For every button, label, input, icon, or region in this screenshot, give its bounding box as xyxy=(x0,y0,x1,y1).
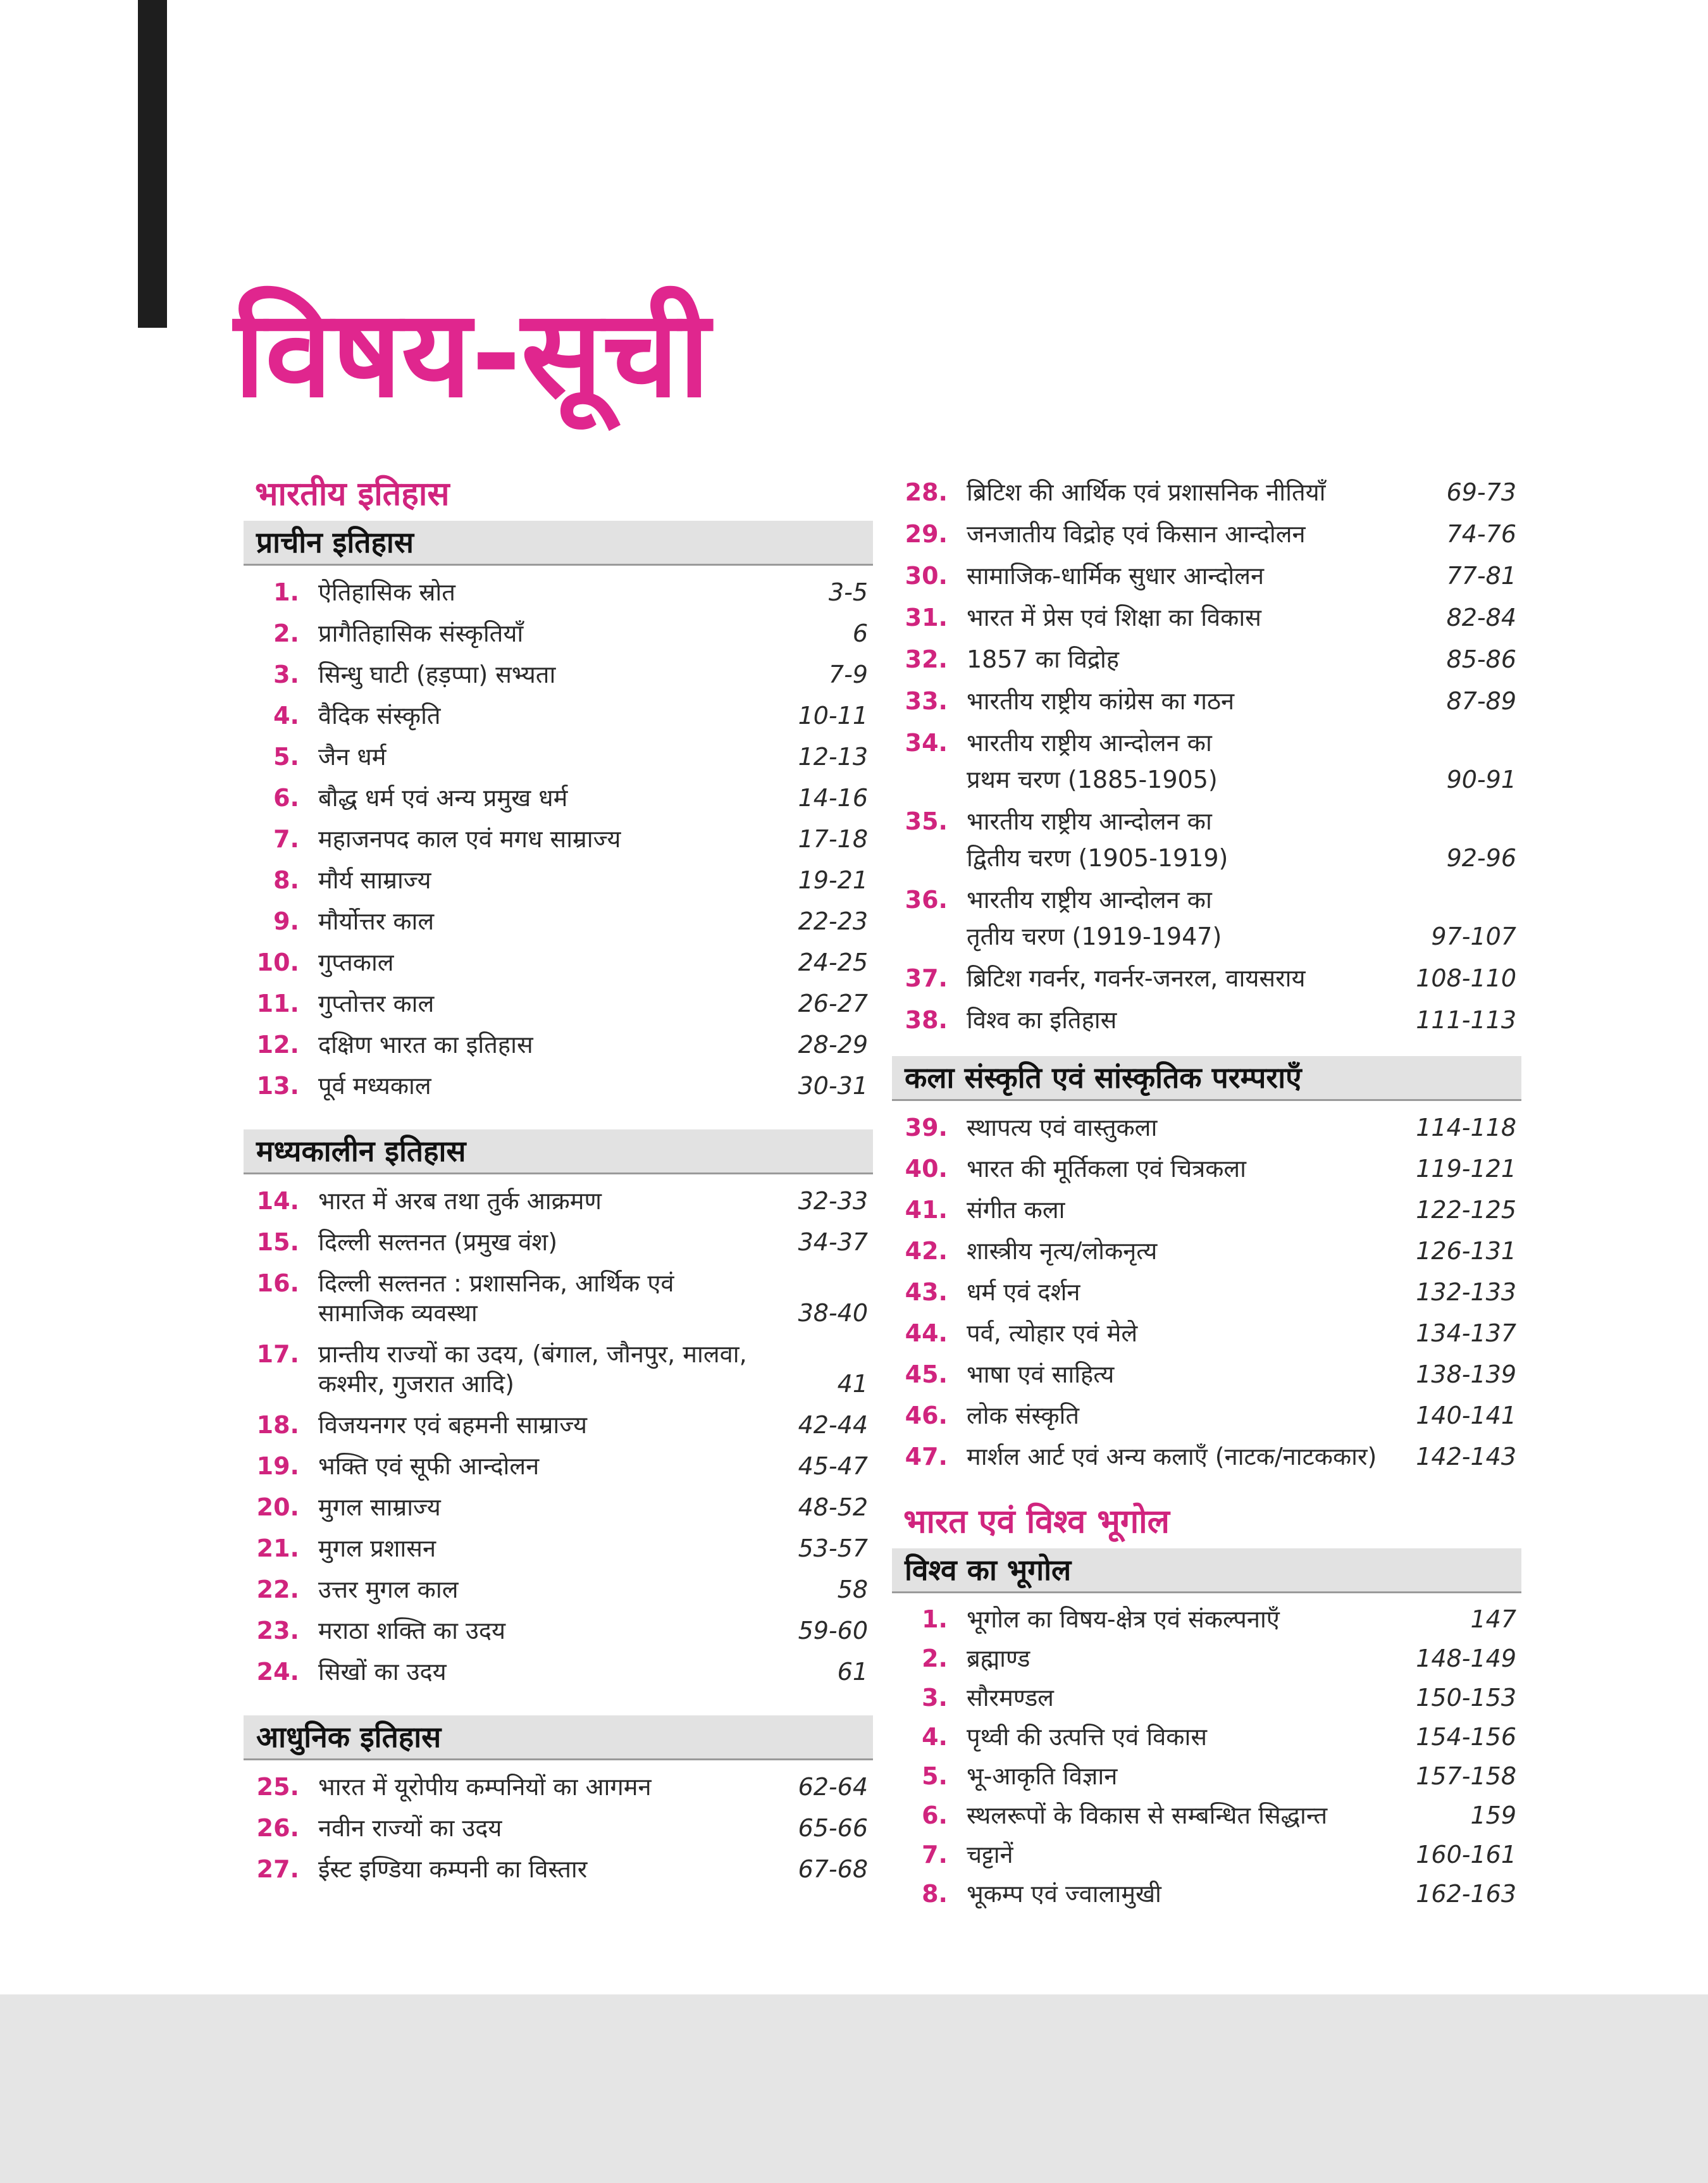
toc-entry-number: 5. xyxy=(273,743,299,771)
toc-entry-page: 41 xyxy=(837,1370,868,1398)
toc-entry-page: 134-137 xyxy=(1416,1319,1516,1347)
toc-entry-page: 122-125 xyxy=(1416,1196,1516,1224)
toc-entry-title: मौर्योत्तर काल xyxy=(318,907,435,935)
toc-entry-number: 10. xyxy=(256,948,299,976)
toc-entry-page: 74-76 xyxy=(1446,520,1516,548)
toc-entry-page: 157-158 xyxy=(1416,1762,1516,1790)
toc-entry xyxy=(244,1024,873,1066)
toc-entry-title: ईस्ट इण्डिया कम्पनी का विस्तार xyxy=(318,1855,588,1883)
toc-entry xyxy=(244,737,873,778)
toc-entry-title: भारतीय राष्ट्रीय कांग्रेस का गठन xyxy=(967,687,1235,715)
toc-entry xyxy=(244,1066,873,1107)
toc-entry-page: 126-131 xyxy=(1416,1237,1516,1265)
toc-entry-page: 119-121 xyxy=(1416,1155,1516,1183)
toc-entry-number: 21. xyxy=(256,1534,299,1562)
toc-entry-number: 9. xyxy=(273,907,299,935)
toc-entry-page: 48-52 xyxy=(798,1493,868,1521)
toc-entry-title: भारत में प्रेस एवं शिक्षा का विकास xyxy=(967,604,1261,631)
toc-entry-title: ऐतिहासिक स्रोत xyxy=(318,578,455,606)
toc-entry xyxy=(244,613,873,654)
toc-entry-title: मुगल प्रशासन xyxy=(318,1534,436,1562)
toc-entry-page: 61 xyxy=(837,1658,868,1686)
toc-entry-page: 92-96 xyxy=(1446,844,1516,872)
part-heading-geography: भारत एवं विश्व भूगोल xyxy=(903,1503,1170,1541)
toc-entry-title: मौर्य साम्राज्य xyxy=(318,866,431,894)
toc-entry-number: 22. xyxy=(256,1576,299,1603)
toc-entry-page: 42-44 xyxy=(798,1411,868,1439)
toc-entry-page: 53-57 xyxy=(798,1534,868,1562)
toc-entry-title: पृथ्वी की उत्पत्ति एवं विकास xyxy=(967,1723,1208,1751)
toc-entry-page: 32-33 xyxy=(798,1187,868,1215)
toc-entry xyxy=(892,1639,1521,1678)
right-column xyxy=(892,471,1521,1913)
toc-entry-number: 44. xyxy=(905,1319,948,1347)
toc-entry-number: 40. xyxy=(905,1155,948,1183)
toc-entry-number: 41. xyxy=(905,1196,948,1224)
toc-entry xyxy=(892,1757,1521,1796)
toc-entry-page: 154-156 xyxy=(1416,1723,1516,1751)
toc-entry-number: 19. xyxy=(256,1452,299,1480)
toc-entry-number: 32. xyxy=(905,645,948,673)
toc-entry-number: 30. xyxy=(905,562,948,590)
toc-entry-title: सिखों का उदय xyxy=(318,1658,447,1686)
toc-entry-number: 18. xyxy=(256,1411,299,1439)
toc-entry-number: 29. xyxy=(905,520,948,548)
toc-entry-number: 20. xyxy=(256,1493,299,1521)
toc-entry xyxy=(892,1313,1521,1354)
toc-entry-number: 2. xyxy=(922,1645,948,1672)
toc-entry xyxy=(892,638,1521,680)
toc-entry-number: 38. xyxy=(905,1006,948,1034)
toc-entry-number: 16. xyxy=(256,1269,299,1297)
toc-entry-title: विश्व का इतिहास xyxy=(967,1006,1117,1034)
toc-entry-number: 2. xyxy=(273,619,299,647)
toc-entry-title: भाषा एवं साहित्य xyxy=(967,1360,1115,1388)
section-heading-ancient: प्राचीन इतिहास xyxy=(244,521,873,566)
toc-entry xyxy=(244,901,873,942)
toc-entry xyxy=(892,1796,1521,1835)
section-heading-world-geography: विश्व का भूगोल xyxy=(892,1548,1521,1593)
toc-entry-page: 10-11 xyxy=(798,702,868,730)
toc-entry xyxy=(892,1717,1521,1757)
toc-entry-title: चट्टानें xyxy=(967,1841,1013,1869)
toc-entry-title: महाजनपद काल एवं मगध साम्राज्य xyxy=(318,825,621,853)
toc-entry xyxy=(892,1395,1521,1436)
toc-entry-number: 36. xyxy=(905,886,948,914)
toc-entry-number: 4. xyxy=(922,1723,948,1751)
toc-entry-title: बौद्ध धर्म एवं अन्य प्रमुख धर्म xyxy=(318,784,568,812)
toc-entry xyxy=(244,1569,873,1610)
toc-entry-title: भक्ति एवं सूफी आन्दोलन xyxy=(318,1452,540,1480)
toc-list-world-geography xyxy=(892,1600,1521,1913)
toc-entry-title: धर्म एवं दर्शन xyxy=(967,1278,1080,1306)
toc-entry xyxy=(244,1651,873,1693)
toc-entry-page: 59-60 xyxy=(798,1617,868,1645)
toc-entry-page: 45-47 xyxy=(798,1452,868,1480)
toc-entry xyxy=(244,1263,873,1334)
toc-entry xyxy=(892,1107,1521,1148)
toc-entry-page: 162-163 xyxy=(1416,1880,1516,1908)
toc-entry-page: 14-16 xyxy=(798,784,868,812)
toc-entry-title: स्थापत्य एवं वास्तुकला xyxy=(967,1114,1158,1141)
toc-entry-title: उत्तर मुगल काल xyxy=(318,1576,459,1603)
left-column xyxy=(244,471,873,1890)
toc-entry-page: 140-141 xyxy=(1416,1402,1516,1429)
toc-entry-number: 46. xyxy=(905,1402,948,1429)
toc-entry-title: पर्व, त्योहार एवं मेले xyxy=(967,1319,1138,1347)
toc-entry-page: 58 xyxy=(837,1576,868,1603)
toc-entry-page: 77-81 xyxy=(1446,562,1516,590)
toc-entry-number: 12. xyxy=(256,1031,299,1059)
toc-entry-title-continued: द्वितीय चरण (1905-1919) xyxy=(967,844,1228,872)
toc-entry-number: 42. xyxy=(905,1237,948,1265)
toc-entry-page: 108-110 xyxy=(1416,964,1516,992)
toc-entry-page: 87-89 xyxy=(1446,687,1516,715)
toc-entry-number: 27. xyxy=(256,1855,299,1883)
toc-entry-number: 14. xyxy=(256,1187,299,1215)
toc-entry xyxy=(892,1436,1521,1477)
toc-entry-number: 1. xyxy=(922,1605,948,1633)
toc-entry-title: शास्त्रीय नृत्य/लोकनृत्य xyxy=(967,1237,1158,1265)
toc-entry-title: मार्शल आर्ट एवं अन्य कलाएँ (नाटक/नाटककार) xyxy=(967,1443,1377,1471)
toc-entry xyxy=(892,879,1521,957)
toc-entry-number: 4. xyxy=(273,702,299,730)
toc-entry xyxy=(892,513,1521,555)
toc-entry xyxy=(244,778,873,819)
toc-entry-number: 31. xyxy=(905,604,948,631)
toc-entry-page: 12-13 xyxy=(798,743,868,771)
toc-entry-title-continued: प्रथम चरण (1885-1905) xyxy=(967,766,1218,793)
toc-entry-title: विजयनगर एवं बहमनी साम्राज्य xyxy=(318,1411,588,1439)
toc-entry xyxy=(244,1767,873,1808)
toc-entry-number: 25. xyxy=(256,1773,299,1801)
page-bottom-band xyxy=(0,1994,1708,2183)
toc-entry-number: 1. xyxy=(273,578,299,606)
toc-entry-page: 148-149 xyxy=(1416,1645,1516,1672)
toc-entry-title: ब्रह्माण्ड xyxy=(967,1645,1030,1672)
toc-entry-title-continued: सामाजिक व्यवस्था xyxy=(318,1299,478,1327)
toc-entry-title: गुप्तोत्तर काल xyxy=(318,990,435,1017)
toc-entry-number: 15. xyxy=(256,1228,299,1256)
toc-entry xyxy=(244,1808,873,1849)
toc-entry-title-continued: तृतीय चरण (1919-1947) xyxy=(967,923,1222,950)
toc-entry-page: 38-40 xyxy=(798,1299,868,1327)
toc-entry xyxy=(892,1678,1521,1717)
toc-entry-number: 17. xyxy=(256,1340,299,1368)
toc-entry-title-continued: कश्मीर, गुजरात आदि) xyxy=(318,1370,514,1398)
toc-entry-title: दिल्ली सल्तनत (प्रमुख वंश) xyxy=(318,1228,558,1256)
toc-entry xyxy=(244,1222,873,1263)
toc-list-modern xyxy=(244,1767,873,1890)
page-edge-bar xyxy=(138,0,167,328)
toc-entry-page: 90-91 xyxy=(1446,766,1516,793)
toc-entry-page: 142-143 xyxy=(1416,1443,1516,1471)
toc-entry-page: 69-73 xyxy=(1446,478,1516,506)
toc-entry-title: प्रान्तीय राज्यों का उदय, (बंगाल, जौनपुर, मालवा, xyxy=(318,1340,747,1368)
toc-entry-page: 62-64 xyxy=(798,1773,868,1801)
toc-entry xyxy=(892,1272,1521,1313)
toc-entry-page: 111-113 xyxy=(1416,1006,1516,1034)
toc-entry-number: 23. xyxy=(256,1617,299,1645)
toc-entry-title: लोक संस्कृति xyxy=(967,1402,1080,1429)
toc-entry xyxy=(244,695,873,737)
toc-entry-title: दक्षिण भारत का इतिहास xyxy=(318,1031,533,1059)
toc-entry-page: 138-139 xyxy=(1416,1360,1516,1388)
toc-entry xyxy=(892,471,1521,513)
toc-entry-number: 8. xyxy=(273,866,299,894)
toc-entry-page: 34-37 xyxy=(798,1228,868,1256)
toc-entry-page: 28-29 xyxy=(798,1031,868,1059)
toc-entry xyxy=(892,722,1521,800)
toc-entry xyxy=(892,1874,1521,1913)
toc-entry-title: भू-आकृति विज्ञान xyxy=(967,1762,1118,1790)
toc-entry-number: 34. xyxy=(905,729,948,757)
toc-entry-number: 39. xyxy=(905,1114,948,1141)
toc-entry-title: भारत में अरब तथा तुर्क आक्रमण xyxy=(318,1187,602,1215)
toc-list-ancient xyxy=(244,572,873,1107)
toc-entry-title: सौरमण्डल xyxy=(967,1684,1054,1712)
toc-entry-number: 24. xyxy=(256,1658,299,1686)
toc-entry-title: ब्रिटिश की आर्थिक एवं प्रशासनिक नीतियाँ xyxy=(967,478,1326,506)
toc-entry-title: दिल्ली सल्तनत : प्रशासनिक, आर्थिक एवं xyxy=(318,1269,674,1297)
toc-entry-page: 85-86 xyxy=(1446,645,1516,673)
toc-entry-page: 97-107 xyxy=(1431,923,1516,950)
toc-entry-title: भारत में यूरोपीय कम्पनियों का आगमन xyxy=(318,1773,652,1801)
toc-entry-page: 6 xyxy=(852,619,868,647)
part-heading-indian-history: भारतीय इतिहास xyxy=(255,475,450,513)
toc-entry-number: 8. xyxy=(922,1880,948,1908)
toc-entry-number: 11. xyxy=(256,990,299,1017)
toc-entry-title: पूर्व मध्यकाल xyxy=(318,1072,431,1100)
toc-entry-title: जनजातीय विद्रोह एवं किसान आन्दोलन xyxy=(967,520,1306,548)
toc-entry xyxy=(892,1231,1521,1272)
toc-entry xyxy=(892,680,1521,722)
toc-entry-title: भारत की मूर्तिकला एवं चित्रकला xyxy=(967,1155,1246,1183)
toc-entry xyxy=(892,1148,1521,1190)
toc-entry-page: 26-27 xyxy=(798,990,868,1017)
toc-entry-number: 3. xyxy=(273,661,299,688)
toc-entry xyxy=(892,555,1521,597)
toc-entry-title: 1857 का विद्रोह xyxy=(967,645,1120,673)
toc-entry-title: नवीन राज्यों का उदय xyxy=(318,1814,502,1842)
toc-entry xyxy=(244,860,873,901)
toc-entry-number: 3. xyxy=(922,1684,948,1712)
toc-entry-number: 37. xyxy=(905,964,948,992)
toc-entry-number: 35. xyxy=(905,807,948,835)
toc-entry xyxy=(244,1181,873,1222)
toc-entry-title: सामाजिक-धार्मिक सुधार आन्दोलन xyxy=(967,562,1265,590)
toc-entry xyxy=(244,1610,873,1651)
toc-entry-number: 7. xyxy=(273,825,299,853)
toc-entry-page: 65-66 xyxy=(798,1814,868,1842)
toc-entry xyxy=(244,942,873,983)
toc-entry-title: भारतीय राष्ट्रीय आन्दोलन का xyxy=(967,729,1212,757)
toc-entry-number: 43. xyxy=(905,1278,948,1306)
section-heading-art-culture: कला संस्कृति एवं सांस्कृतिक परम्पराएँ xyxy=(892,1056,1521,1101)
toc-entry-number: 45. xyxy=(905,1360,948,1388)
toc-entry-number: 6. xyxy=(922,1801,948,1829)
toc-entry-number: 13. xyxy=(256,1072,299,1100)
toc-entry-number: 47. xyxy=(905,1443,948,1471)
toc-entry xyxy=(244,1405,873,1446)
toc-entry xyxy=(244,983,873,1024)
section-heading-modern: आधुनिक इतिहास xyxy=(244,1715,873,1760)
toc-entry xyxy=(244,819,873,860)
toc-entry xyxy=(892,1835,1521,1874)
toc-list-modern-continued xyxy=(892,471,1521,1041)
toc-entry xyxy=(244,1334,873,1405)
toc-entry xyxy=(244,1487,873,1528)
toc-entry-page: 24-25 xyxy=(798,948,868,976)
toc-entry-page: 160-161 xyxy=(1416,1841,1516,1869)
toc-entry xyxy=(892,800,1521,879)
toc-entry xyxy=(244,1528,873,1569)
toc-entry-title: गुप्तकाल xyxy=(318,948,394,976)
toc-entry-title: संगीत कला xyxy=(967,1196,1065,1224)
toc-entry-page: 30-31 xyxy=(798,1072,868,1100)
toc-entry-title: भूगोल का विषय-क्षेत्र एवं संकल्पनाएँ xyxy=(967,1605,1280,1633)
toc-entry xyxy=(892,957,1521,999)
toc-entry-title: जैन धर्म xyxy=(318,743,387,771)
toc-entry-number: 28. xyxy=(905,478,948,506)
toc-entry-page: 159 xyxy=(1470,1801,1516,1829)
toc-entry-page: 7-9 xyxy=(828,661,868,688)
toc-entry-title: स्थलरूपों के विकास से सम्बन्धित सिद्धान्त xyxy=(967,1801,1328,1829)
toc-entry-title: भूकम्प एवं ज्वालामुखी xyxy=(967,1880,1161,1908)
toc-entry-title: भारतीय राष्ट्रीय आन्दोलन का xyxy=(967,807,1212,835)
toc-entry xyxy=(892,597,1521,638)
toc-entry-page: 67-68 xyxy=(798,1855,868,1883)
toc-entry-number: 7. xyxy=(922,1841,948,1869)
toc-list-art-culture xyxy=(892,1107,1521,1477)
toc-entry-page: 3-5 xyxy=(828,578,868,606)
section-heading-medieval: मध्यकालीन इतिहास xyxy=(244,1129,873,1174)
toc-entry-title: प्रागैतिहासिक संस्कृतियाँ xyxy=(318,619,524,647)
toc-entry-title: मुगल साम्राज्य xyxy=(318,1493,441,1521)
toc-entry-page: 132-133 xyxy=(1416,1278,1516,1306)
toc-entry xyxy=(244,572,873,613)
toc-entry-page: 17-18 xyxy=(798,825,868,853)
toc-entry xyxy=(244,1446,873,1487)
toc-entry-number: 33. xyxy=(905,687,948,715)
toc-list-medieval xyxy=(244,1181,873,1693)
toc-entry-title: भारतीय राष्ट्रीय आन्दोलन का xyxy=(967,886,1212,914)
toc-entry-page: 19-21 xyxy=(798,866,868,894)
toc-entry-page: 82-84 xyxy=(1446,604,1516,631)
page-title: विषय-सूची xyxy=(234,284,710,424)
toc-entry xyxy=(892,999,1521,1041)
toc-entry xyxy=(892,1354,1521,1395)
toc-entry-number: 5. xyxy=(922,1762,948,1790)
toc-entry xyxy=(244,1849,873,1890)
toc-entry-title: मराठा शक्ति का उदय xyxy=(318,1617,506,1645)
toc-entry xyxy=(244,654,873,695)
toc-entry-number: 6. xyxy=(273,784,299,812)
toc-entry-title: सिन्धु घाटी (हड़प्पा) सभ्यता xyxy=(318,661,556,688)
toc-entry-title: वैदिक संस्कृति xyxy=(318,702,441,730)
toc-entry-number: 26. xyxy=(256,1814,299,1842)
toc-entry-page: 114-118 xyxy=(1416,1114,1516,1141)
toc-entry xyxy=(892,1190,1521,1231)
toc-entry-title: ब्रिटिश गवर्नर, गवर्नर-जनरल, वायसराय xyxy=(967,964,1306,992)
toc-entry xyxy=(892,1600,1521,1639)
toc-entry-page: 22-23 xyxy=(798,907,868,935)
toc-entry-page: 150-153 xyxy=(1416,1684,1516,1712)
toc-entry-page: 147 xyxy=(1470,1605,1516,1633)
